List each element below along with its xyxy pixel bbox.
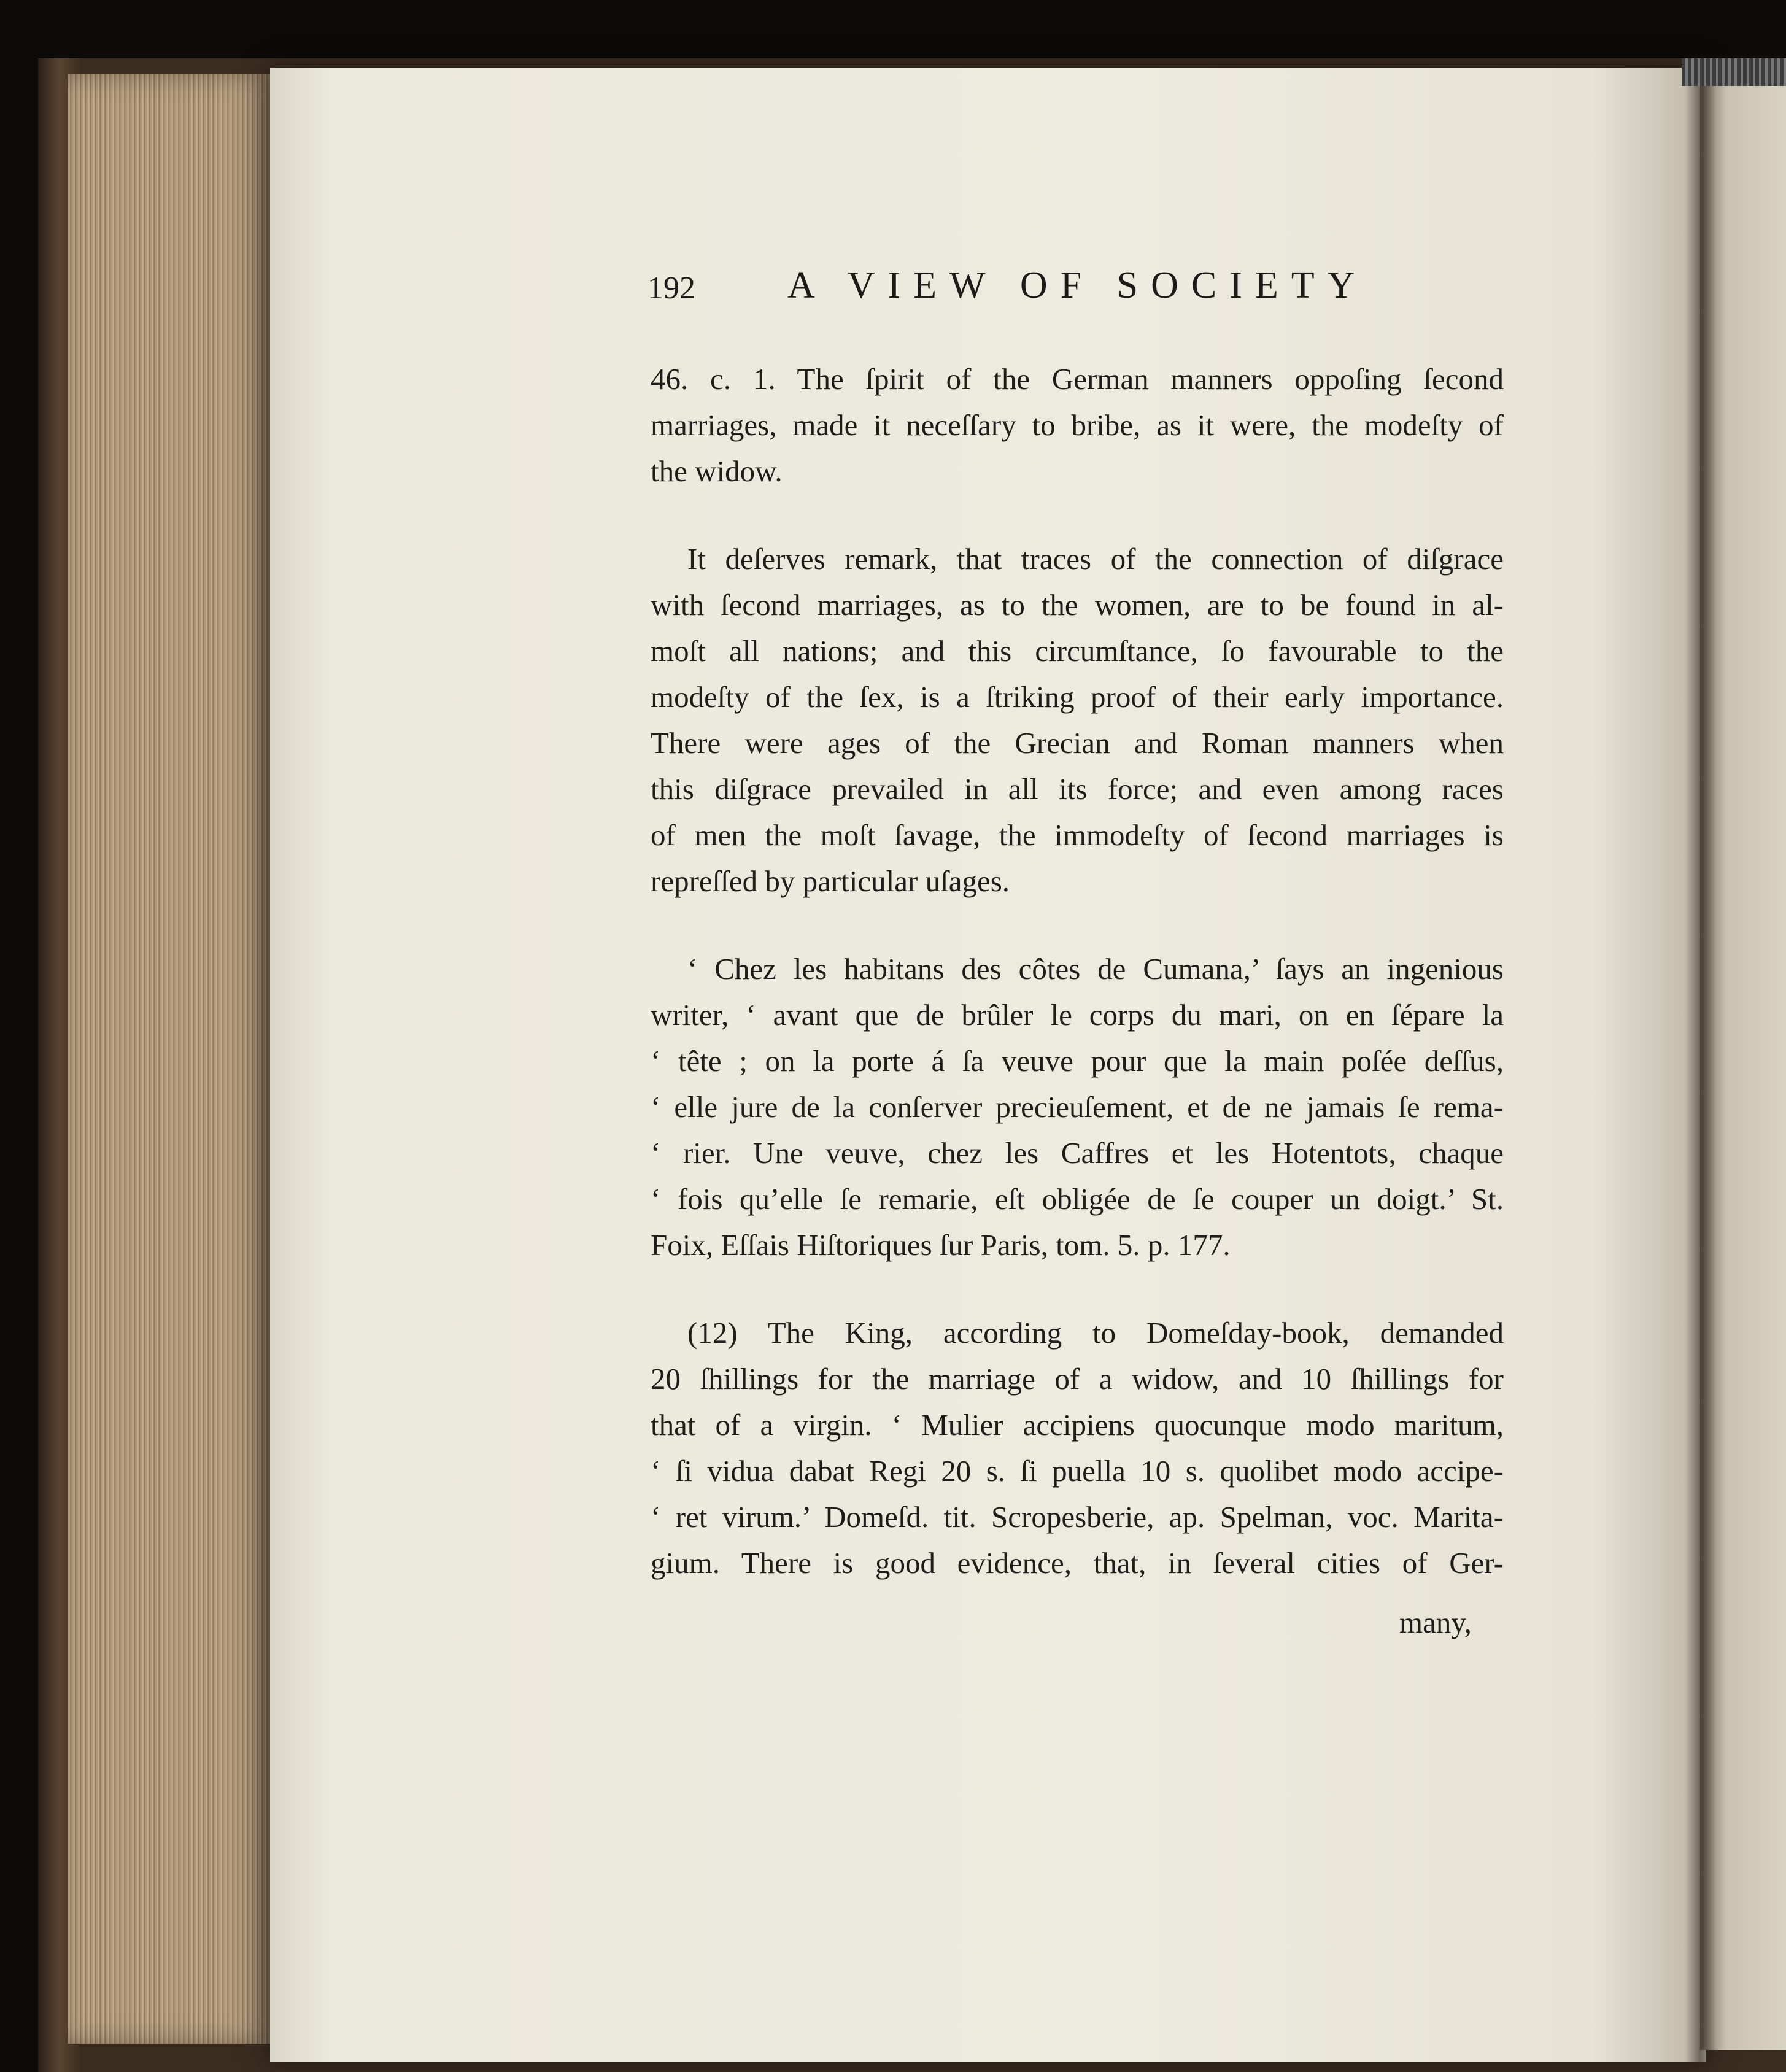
text-line: of men the moſt ſavage, the immodeſty of ſecond marriages is	[651, 818, 1504, 852]
paragraph	[651, 536, 1504, 904]
text-line: ‘ Chez les habitans des côtes de Cumana,’ ſays an ingenious	[687, 952, 1504, 986]
text-line: ‘ rier. Une veuve, chez les Caffres et les Hotentots, chaque	[651, 1136, 1504, 1170]
text-line: marriages, made it neceſſary to bribe, as it were, the modeſty of	[651, 408, 1504, 442]
text-line: 46. c. 1. The ſpirit of the German manners oppoſing ſecond	[651, 362, 1504, 396]
text-line: ‘ fois qu’elle ſe remarie, eſt obligée de ſe couper un doigt.’ St.	[651, 1182, 1504, 1216]
text-line: gium. There is good evidence, that, in ſeveral cities of Ger-	[651, 1546, 1504, 1580]
text-line: ‘ tête ; on la porte á ſa veuve pour que la main poſée deſſus,	[651, 1044, 1504, 1078]
text-line: writer, ‘ avant que de brûler le corps du mari, on en ſépare la	[651, 998, 1504, 1032]
text-line: moſt all nations; and this circumſtance, ſo favourable to the	[651, 634, 1504, 668]
text-line: ‘ ret virum.’ Domeſd. tit. Scropesberie, ap. Spelman, voc. Marita-	[651, 1500, 1504, 1534]
headband	[1682, 58, 1786, 86]
text-line: this diſgrace prevailed in all its force; and even among races	[651, 772, 1504, 806]
page-header	[648, 264, 1384, 313]
page-edges	[68, 74, 270, 2044]
text-line: that of a virgin. ‘ Mulier accipiens quocunque modo maritum,	[651, 1408, 1504, 1442]
paragraph	[651, 946, 1504, 1268]
body-text	[651, 356, 1504, 1628]
text-line: 20 ſhillings for the marriage of a widow, and 10 ſhillings for	[651, 1362, 1504, 1396]
text-line: It deſerves remark, that traces of the connection of diſgrace	[687, 542, 1504, 576]
catchword: many,	[1399, 1606, 1472, 1639]
page-number: 192	[648, 271, 695, 306]
text-line: modeſty of the ſex, is a ſtriking proof of their early importance.	[651, 680, 1504, 714]
text-line: ‘ ſi vidua dabat Regi 20 s. ſi puella 10 s. quolibet modo accipe-	[651, 1454, 1504, 1488]
text-line: There were ages of the Grecian and Roman manners when	[651, 726, 1504, 760]
text-line: Foix, Eſſais Hiſtoriques ſur Paris, tom. 5. p. 177.	[651, 1228, 1231, 1262]
gutter-shadow	[1685, 68, 1715, 2062]
paragraph	[651, 356, 1504, 494]
text-line: with ſecond marriages, as to the women, are to be found in al-	[651, 588, 1504, 622]
text-line: the widow.	[651, 454, 783, 488]
text-line: repreſſed by particular uſages.	[651, 864, 1010, 898]
paragraph	[651, 1310, 1504, 1586]
text-line: ‘ elle jure de la conſerver precieuſement, et de ne jamais ſe rema-	[651, 1090, 1504, 1124]
text-line: (12) The King, according to Domeſday-book, demanded	[687, 1316, 1504, 1350]
running-title: A VIEW OF SOCIETY	[787, 265, 1368, 306]
